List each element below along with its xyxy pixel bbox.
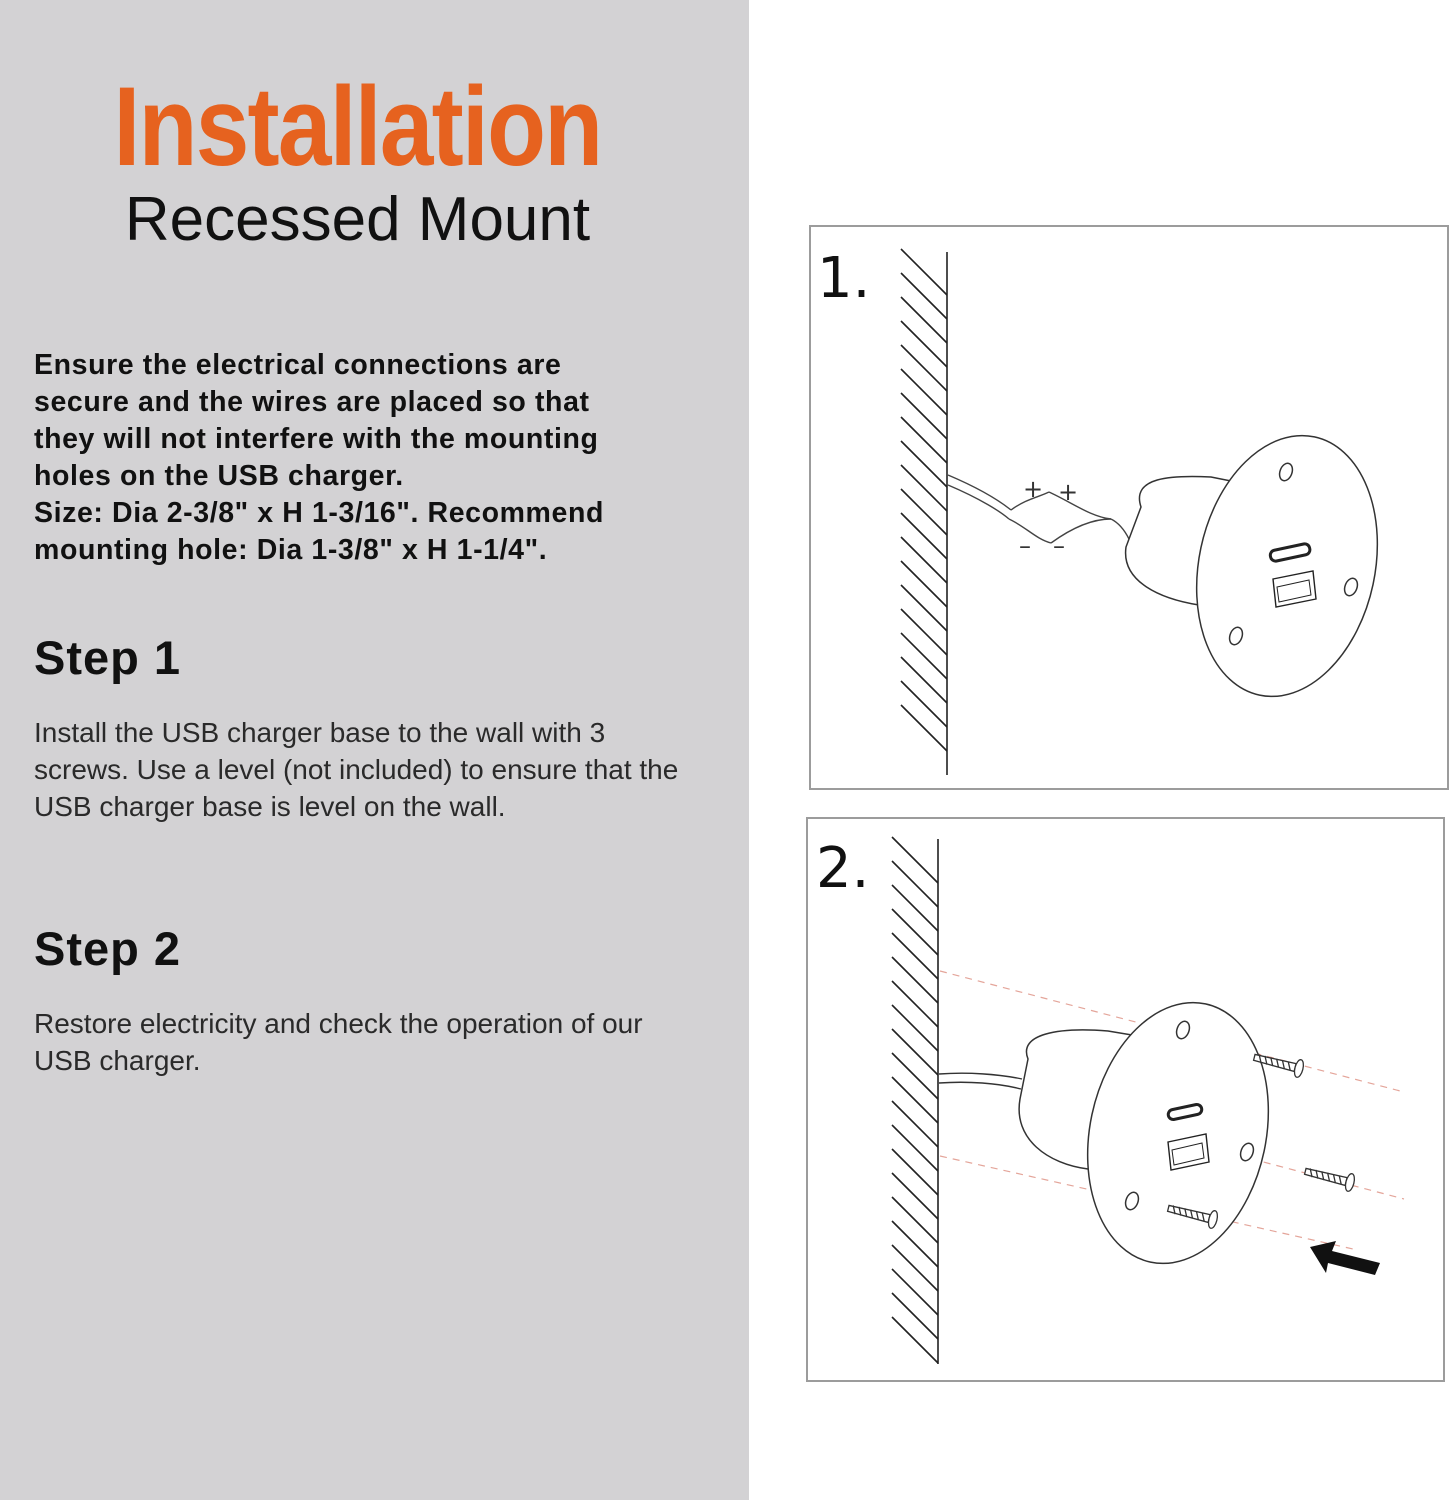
figure-2-number: 2. [816, 836, 870, 901]
wire [939, 1073, 1022, 1089]
intro-line: Size: Dia 2-3/8" x H 1-3/16". Recommend [34, 497, 604, 529]
intro-line: secure and the wires are placed so that [34, 386, 590, 418]
wall-hatching [901, 249, 947, 775]
svg-text:+: + [1058, 478, 1079, 506]
usb-charger [1126, 419, 1401, 714]
page-title: Installation [113, 64, 602, 189]
step-2-line: Restore electricity and check the operation of our [34, 1008, 643, 1039]
intro-paragraph [34, 347, 724, 569]
svg-text:–: – [1053, 532, 1065, 560]
usb-charger [1019, 986, 1291, 1281]
figure-2-diagram [808, 819, 1447, 1384]
svg-text:–: – [1019, 532, 1031, 560]
step-2-line: USB charger. [34, 1045, 201, 1076]
wire-label [1019, 475, 1078, 560]
intro-line: mounting hole: Dia 1-3/8" x H 1-1/4". [34, 534, 548, 566]
intro-line: Ensure the electrical connections are [34, 349, 562, 381]
figure-1-number: 1. [817, 246, 871, 311]
figure-2-frame [806, 817, 1445, 1382]
svg-text:+: + [1023, 475, 1044, 503]
arrow-icon [1310, 1241, 1380, 1275]
intro-line: they will not interfere with the mounting [34, 423, 599, 455]
step-1-line: screws. Use a level (not included) to ensure that the [34, 754, 679, 785]
page-subtitle: Recessed Mount [124, 185, 591, 254]
step-1-heading: Step 1 [34, 631, 182, 684]
figure-1-diagram [811, 227, 1451, 792]
step-2-text [34, 1005, 734, 1079]
step-2-heading: Step 2 [34, 922, 182, 975]
figure-1-frame [809, 225, 1449, 790]
step-1-text [34, 714, 734, 825]
wall-hatching [892, 837, 938, 1364]
step-1-line: USB charger base is level on the wall. [34, 791, 506, 822]
step-1-line: Install the USB charger base to the wall with 3 [34, 717, 606, 748]
intro-line: holes on the USB charger. [34, 460, 404, 492]
